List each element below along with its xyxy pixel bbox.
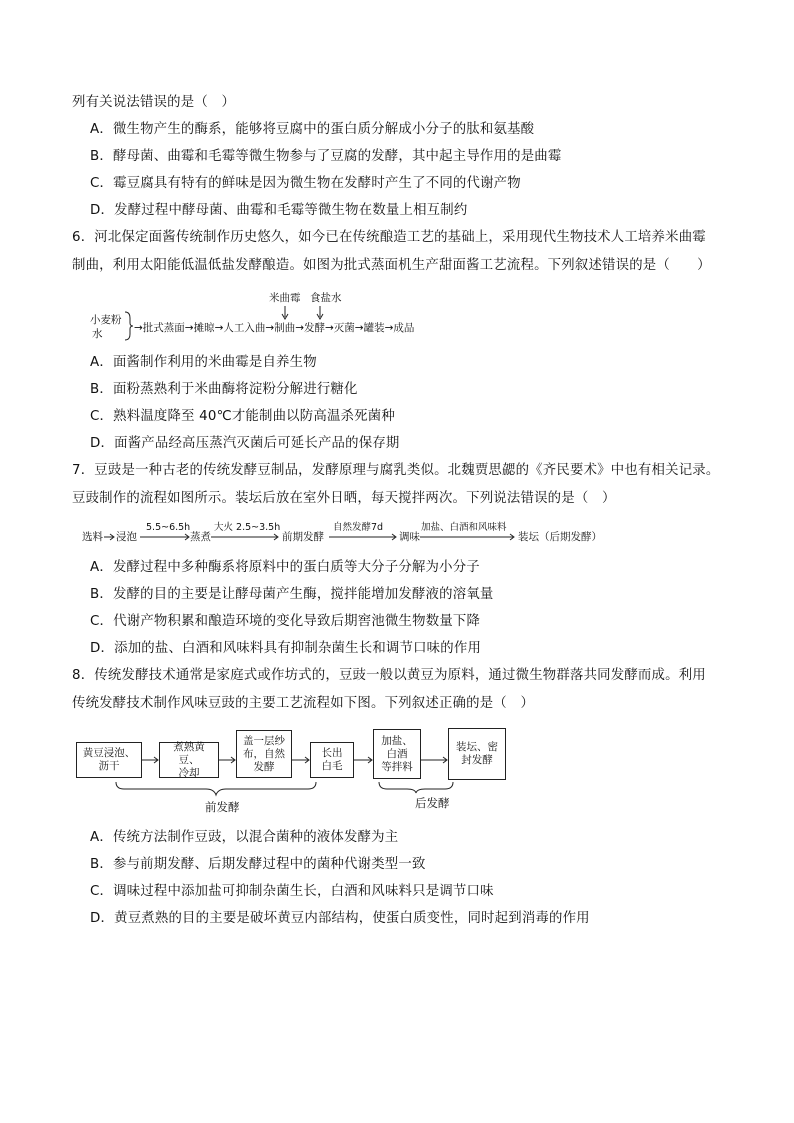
q8-label-pre: 前发酵 [205,800,240,814]
q6-input-flour: 小麦粉 [90,314,122,326]
q7-option-b: B．发酵的目的主要是让酵母菌产生酶，搅拌能增加发酵液的溶氧量 [90,587,494,602]
q7-season-additives: 加盐、白酒和风味料 [421,522,507,533]
q5-option-c: C．霉豆腐具有特有的鲜味是因为微生物在发酵时产生了不同的代谢产物 [90,176,521,191]
q6-stem-line2: 制曲，利用太阳能低温低盐发酵酿造。如图为批式蒸面机生产甜面酱工艺流程。下列叙述错误的是（ ） [72,258,711,273]
q7-option-a: A．发酵过程中多种酶系将原料中的蛋白质等大分子分解为小分子 [90,560,480,575]
q8-option-a: A．传统方法制作豆豉，以混合菌种的液体发酵为主 [90,830,399,845]
q8-box-mix: 加盐、 白酒 等拌料 [373,729,421,779]
q8-box-seal: 装坛、密 封发酵 [448,728,506,780]
q8-box-cover: 盖一层纱 布，自然 发酵 [236,730,292,778]
q7-option-d: D．添加的盐、白酒和风味料具有抑制杂菌生长和调节口味的作用 [90,641,482,656]
q6-option-d: D．面酱产品经高压蒸汽灭菌后可延长产品的保存期 [90,436,400,451]
q7-soak-time: 5.5~6.5h [146,522,191,533]
q6-option-b: B．面粉蒸熟利于米曲酶将淀粉分解进行糖化 [90,382,358,397]
q6-input-water: 水 [92,328,103,340]
q8-stem-line1: 8．传统发酵技术通常是家庭式或作坊式的，豆豉一般以黄豆为原料，通过微生物群落共同发酵而成。利用 [72,668,706,683]
q8-option-d: D．黄豆煮熟的目的主要是破坏黄豆内部结构，使蛋白质变性，同时起到消毒的作用 [90,911,590,926]
q5-stem: 列有关说法错误的是（ ） [72,95,236,110]
q7-step-select: 选料 [82,531,103,543]
q6-option-a: A．面酱制作利用的米曲霉是自养生物 [90,355,317,370]
q6-add-brine: 食盐水 [310,292,342,304]
q7-natural-ferment: 自然发酵7d [333,522,384,533]
q8-option-b: B．参与前期发酵、后期发酵过程中的菌种代谢类型一致 [90,857,426,872]
q6-stem-line1: 6．河北保定面酱传统制作历史悠久，如今已在传统酿造工艺的基础上，采用现代生物技术人工培养米曲霉 [72,230,706,245]
q6-flow-chain: →批式蒸面→摊晾→人工入曲→制曲→发酵→灭菌→罐装→成品 [134,322,415,334]
q8-option-c: C．调味过程中添加盐可抑制杂菌生长，白酒和风味料只是调节口味 [90,884,494,899]
q7-step-steam: 蒸煮 [190,531,211,543]
q7-option-c: C．代谢产物积累和酿造环境的变化导致后期窖池微生物数量下降 [90,614,481,629]
q8-label-post: 后发酵 [415,796,450,810]
q6-brace [124,311,134,341]
q8-stem-line2: 传统发酵技术制作风味豆豉的主要工艺流程如下图。下列叙述正确的是（ ） [72,696,535,711]
q5-option-d: D．发酵过程中酵母菌、曲霉和毛霉等微生物在数量上相互制约 [90,203,468,218]
q6-add-aspergillus: 米曲霉 [269,292,301,304]
q5-option-b: B．酵母菌、曲霉和毛霉等微生物参与了豆腐的发酵，其中起主导作用的是曲霉 [90,149,562,164]
q8-box-soak: 黄豆浸泡、 沥干 [76,742,142,778]
q6-down-arrows [280,306,340,320]
q8-box-cook: 煮熟黄豆、 冷却 [159,742,219,778]
q8-box-mold: 长出 白毛 [310,742,354,778]
q7-stem-line1: 7．豆豉是一种古老的传统发酵豆制品，发酵原理与腐乳类似。北魏贾思勰的《齐民要术》中也有相关记录。 [72,463,720,478]
q7-step-soak: 浸泡 [116,531,137,543]
q7-stem-line2: 豆豉制作的流程如图所示。装坛后放在室外日晒，每天搅拌两次。下列说法错误的是（ ） [72,491,616,506]
q7-step-early-ferment: 前期发酵 [282,531,324,543]
q8-flow-arrows [76,740,516,800]
q7-step-season: 调味 [399,531,420,543]
q7-steam-time: 大火 2.5~3.5h [214,522,281,533]
q6-option-c: C．熟料温度降至 40℃才能制曲以防高温杀死菌种 [90,409,395,424]
q5-option-a: A．微生物产生的酶系，能够将豆腐中的蛋白质分解成小分子的肽和氨基酸 [90,122,535,137]
q7-step-jar: 装坛（后期发酵） [518,531,602,543]
